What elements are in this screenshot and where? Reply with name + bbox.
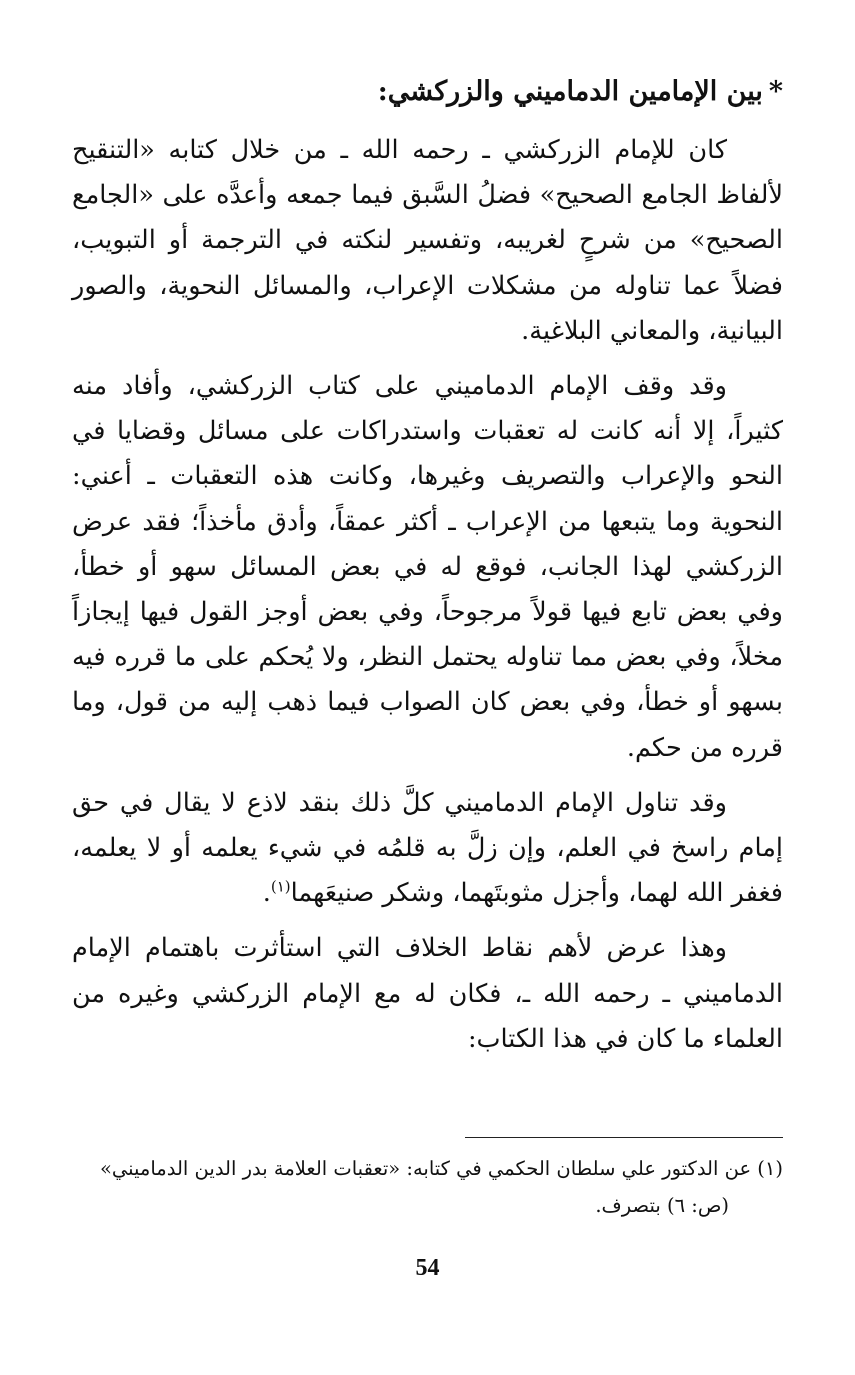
paragraph-3-end: . — [262, 878, 271, 909]
footnote — [72, 1150, 783, 1224]
page-number: 54 — [415, 1255, 440, 1281]
footnote-line-2: (ص: ٦) بتصرف. — [595, 1194, 729, 1217]
paragraph-1: كان للإمام الزركشي ـ رحمه الله ـ من خلال كتابه «التنقيح لألفاظ الجامع الصحيح» فضلُ السَّبق فيما جمعه وأعدَّه على «الجامع الصحيح» من شرحٍ لغريبه، وتفسير لنكته في الترجمة أو التبويب، فضلاً عما تناوله من مشكلات الإعراب، والمسائل النحوية، والصور البيانية، والمعاني البلاغية. — [72, 135, 783, 346]
section-heading — [72, 72, 783, 112]
body-text — [72, 128, 783, 1072]
footnote-line-1: (١) عن الدكتور علي سلطان الحكمي في كتابه: «تعقبات العلامة بدر الدين الدماميني» — [99, 1157, 783, 1180]
paragraph-2: وقد وقف الإمام الدماميني على كتاب الزركشي، وأفاد منه كثيراً، إلا أنه كانت له تعقبات واستدراكات على مسائل وقضايا في النحو والإعراب والتصريف وغيرها، وكانت هذه التعقبات ـ أعني: النحوية وما يتبعها من الإعراب ـ أكثر عمقاً، وأدق مأخذاً؛ فقد عرض الزركشي لهذا الجانب، فوقع له في بعض المسائل سهو أو خطأ، وفي بعض تابع فيها قولاً مرجوحاً، وفي بعض أوجز القول فيها إيجازاً مخلاً، وفي بعض مما تناوله يحتمل النظر، ولا يُحكم على ما قرره فيه بسهو أو خطأ، وفي بعض كان الصواب فيما ذهب إليه من قول، وما قرره من حكم. — [72, 371, 783, 763]
paragraph-3 — [72, 781, 783, 917]
heading-text: بين الإمامين الدماميني والزركشي: — [377, 76, 763, 107]
heading-star-icon: * — [768, 76, 783, 107]
paragraph-4: وهذا عرض لأهم نقاط الخلاف التي استأثرت باهتمام الإمام الدماميني ـ رحمه الله ـ، فكان له مع الإمام الزركشي وغيره من العلماء ما كان في هذا الكتاب: — [72, 933, 783, 1054]
footnote-reference[interactable]: (١) — [270, 877, 291, 896]
paragraph-3-text: وقد تناول الإمام الدماميني كلَّ ذلك بنقد لاذع لا يقال في حق إمام راسخ في العلم، وإن زلَّ به قلمُه في شيء يعلمه أو لا يعلمه، فغفر الله لهما، وأجزل مثوبتَهما، وشكر صنيعَهما — [72, 787, 783, 909]
footnote-separator — [465, 1137, 783, 1138]
